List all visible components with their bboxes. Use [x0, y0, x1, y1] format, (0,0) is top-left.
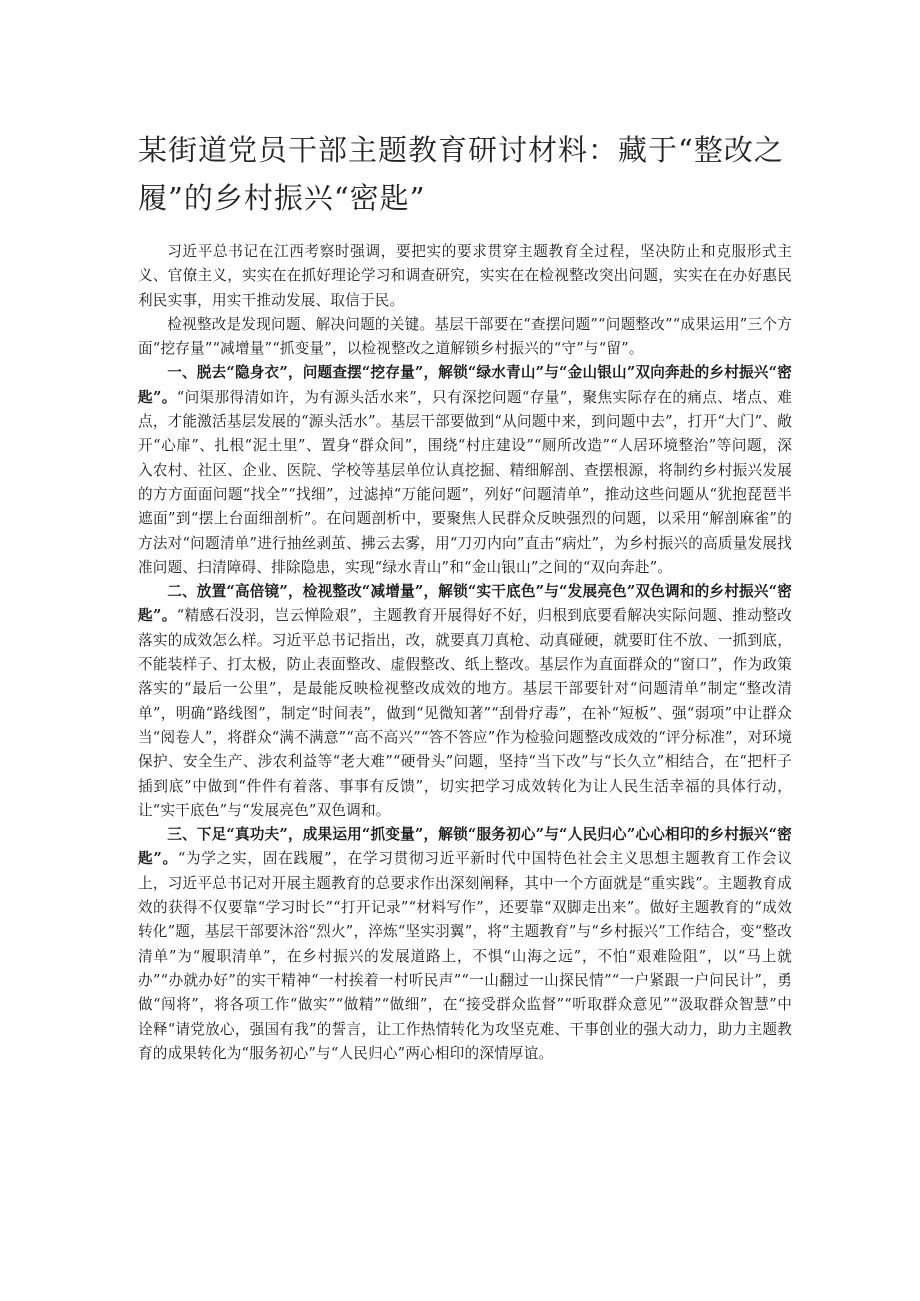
document-page	[138, 126, 792, 1066]
section-2-heading: 二、放置“高倍镜”，检视整改“减增量”，解锁“实干底色”与“发展亮色”双色调和的乡村振兴“密匙”。	[138, 583, 792, 625]
intro-paragraph-2: 检视整改是发现问题、解决问题的关键。基层干部要在“查摆问题”“问题整改”“成果运用”三个方面“挖存量”“减增量”“抓变量”，以检视整改之道解锁乡村振兴的“守”与“留”。	[138, 315, 792, 358]
section-1-body: “问渠那得清如许，为有源头活水来”，只有深挖问题“存量”，聚焦实际存在的痛点、堵点、难点，才能激活基层发展的“源头活水”。基层干部要做到“从问题中来，到问题中去”，打开“大门”、敞开“心扉”、扎根“泥土里”、置身“群众间”，围绕“村庄建设”“厕所改造”“人居环境整治”等问题，深入农村、社区、企业、医院、学校等基层单位认真挖掘、精细解剖、查摆根源，将制约乡村振兴发展的方方面面问题“找全”“找细”，过滤掉“万能问题”，列好“问题清单”，推动这些问题从“犹抱琵琶半遮面”到“摆上台面细剖析”。在问题剖析中，要聚焦人民群众反映强烈的问题，以采用“解剖麻雀”的方法对“问题清单”进行抽丝剥茧、拂云去雾，用“刀刃内向”直击“病灶”，为乡村振兴的高质量发展找准问题、扫清障碍、排除隐患，实现“绿水青山”和“金山银山”之间的“双向奔赴”。	[138, 388, 792, 576]
section-3-body: “为学之实，固在践履”，在学习贯彻习近平新时代中国特色社会主义思想主题教育工作会议上，习近平总书记对开展主题教育的总要求作出深刻阐释，其中一个方面就是“重实践”。主题教育成效的获得不仅要靠“学习时长”“打开记录”“材料写作”，还要靠“双脚走出来”。做好主题教育的“成效转化”题，基层干部要沐浴“烈火”，淬炼“坚实羽翼”，将“主题教育”与“乡村振兴”工作结合，变“整改清单”为“履职清单”，在乡村振兴的发展道路上，不惧“山海之远”，不怕“艰难险阻”，以“马上就办”“办就办好”的实干精神“一村挨着一村听民声”“一山翻过一山探民情”“一户紧跟一户问民计”，勇做“闯将”，将各项工作“做实”“做精”“做细”，在“接受群众监督”“听取群众意见”“汲取群众智慧”中诠释“请党放心，强国有我”的誓言，让工作热情转化为攻坚克难、干事创业的强大动力，助力主题教育的成果转化为“服务初心”与“人民归心”两心相印的深情厚谊。	[138, 850, 792, 1062]
section-2-body: “精感石没羽，岂云惮险艰”，主题教育开展得好不好，归根到底要看解决实际问题、推动整改落实的成效怎么样。习近平总书记指出，改，就要真刀真枪、动真碰硬，就要盯住不放、一抓到底，不能装样子、打太极，防止表面整改、虚假整改、纸上整改。基层作为直面群众的“窗口”，作为政策落实的“最后一公里”，是最能反映检视整改成效的地方。基层干部要针对“问题清单”制定“整改清单”，明确“路线图”，制定“时间表”，做到“见微知著”“刮骨疗毒”，在补“短板”、强“弱项”中让群众当“阅卷人”，将群众“满不满意”“高不高兴”“答不答应”作为检验问题整改成效的“评分标准”，对环境保护、安全生产、涉农利益等“老大难”“硬骨头”问题，坚持“当下改”与“长久立”相结合，在“把杆子插到底”中做到“件件有着落、事事有反馈”，切实把学习成效转化为让人民生活幸福的具体行动，让“实干底色”与“发展亮色”双色调和。	[138, 607, 792, 819]
intro-paragraph-1: 习近平总书记在江西考察时强调，要把实的要求贯穿主题教育全过程，坚决防止和克服形式主义、官僚主义，实实在在抓好理论学习和调查研究，实实在在检视整改突出问题，实实在在办好惠民利民实事，用实干推动发展、取信于民。	[138, 243, 792, 309]
section-1-paragraph	[138, 361, 792, 580]
section-3-paragraph	[138, 823, 792, 1066]
section-1-heading: 一、脱去“隐身衣”，问题查摆“挖存量”，解锁“绿水青山”与“金山银山”双向奔赴的乡村振兴“密匙”。	[138, 364, 792, 406]
document-title: 某街道党员干部主题教育研讨材料：藏于“整改之履”的乡村振兴“密匙”	[138, 133, 784, 215]
section-2-paragraph	[138, 580, 792, 823]
section-3-heading: 三、下足“真功夫”，成果运用“抓变量”，解锁“服务初心”与“人民归心”心心相印的乡村振兴“密匙”。	[138, 826, 792, 868]
